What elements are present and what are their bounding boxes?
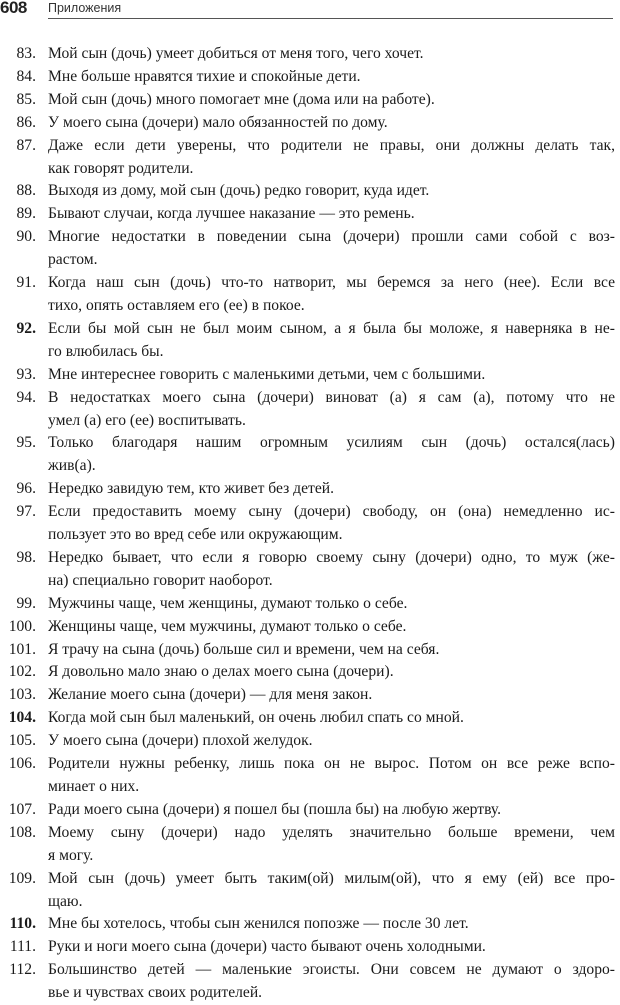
item-text-line: Мужчины чаще, чем женщины, думают только о себе. (48, 594, 408, 612)
item-text-line: У моего сына (дочери) плохой желудок. (48, 732, 313, 750)
list-item (0, 913, 620, 936)
item-text-line: как говорят родители. (48, 159, 194, 177)
list-item (0, 66, 620, 89)
item-number: 112. (9, 961, 36, 979)
item-text-line: Нередко бывает, что если я говорю своему сыну (дочери) одно, то муж (же- (48, 548, 615, 566)
item-text-line: Даже если дети уверены, что родители не правы, они должны делать так, (48, 136, 615, 154)
item-number: 100. (8, 617, 36, 635)
item-number: 106. (8, 755, 36, 773)
item-text (48, 639, 615, 662)
item-text-line: Только благодаря нашим огромным усилиям сын (дочь) остался(лась) (48, 434, 615, 452)
item-text-line: на) специально говорит наоборот. (48, 571, 273, 589)
item-number: 83. (16, 45, 36, 62)
list-item (0, 501, 620, 547)
item-text-line: минает о них. (48, 778, 140, 795)
item-text (48, 547, 615, 593)
list-item (0, 730, 620, 753)
item-number: 89. (16, 205, 36, 223)
item-number: 104. (8, 709, 36, 727)
list-item (0, 593, 620, 616)
item-text-line: Мой сын (дочь) умеет быть таким(ой) милым(ой), что я ему (ей) все про- (48, 869, 615, 887)
item-text (48, 501, 615, 547)
item-text (48, 432, 615, 478)
list-item (0, 226, 620, 272)
item-text (48, 112, 615, 135)
list-item (0, 180, 620, 203)
item-text (48, 478, 615, 501)
item-number: 101. (8, 640, 36, 658)
item-text-line: Многие недостатки в поведении сына (дочери) прошли сами собой с воз- (48, 228, 615, 246)
item-text (48, 593, 615, 616)
item-text-line: го влюбилась бы. (48, 342, 164, 360)
item-number: 97. (16, 503, 36, 521)
item-text-line: Нередко завидую тем, кто живет без детей. (48, 480, 335, 498)
item-text-line: Мой сын (дочь) много помогает мне (дома или на работе). (48, 90, 435, 108)
item-number: 111. (9, 938, 36, 956)
item-text-line: Родители нужны ребенку, лишь пока он не вырос. Потом он все реже вспо- (48, 755, 615, 773)
item-number: 87. (16, 136, 36, 154)
item-number: 103. (8, 686, 36, 704)
item-text (48, 135, 615, 181)
item-text (48, 180, 615, 203)
list-item (0, 112, 620, 135)
item-text (48, 89, 615, 112)
item-number: 93. (16, 365, 36, 383)
header-rule (48, 18, 613, 19)
item-text (48, 707, 615, 730)
item-number: 90. (16, 228, 36, 246)
item-number: 94. (16, 388, 36, 406)
list-item (0, 272, 620, 318)
item-text (48, 318, 615, 364)
list-item (0, 684, 620, 707)
list-item (0, 387, 620, 433)
item-text-line: Если бы мой сын не был моим сыном, а я была бы моложе, я наверняка в не- (48, 319, 615, 337)
item-text-line: У моего сына (дочери) мало обязанностей по дому. (48, 113, 388, 131)
item-number: 108. (8, 823, 36, 841)
item-text (48, 799, 615, 822)
item-text-line: щаю. (48, 892, 83, 910)
item-text-line: Я довольно мало знаю о делах моего сына (дочери). (48, 663, 394, 681)
item-text-line: пользует это во вред себе или окружающим. (48, 526, 343, 544)
item-text-line: В недостатках моего сына (дочери) виноват (а) я сам (а), потому что не (48, 388, 615, 406)
list-item (0, 89, 620, 112)
item-text-line: Большинство детей — маленькие эгоисты. Они совсем не думают о здоро- (48, 961, 615, 979)
item-number: 95. (16, 434, 36, 452)
item-text-line: Когда наш сын (дочь) что-то натворит, мы беремся за него (нее). Если все (48, 274, 615, 292)
list-item (0, 547, 620, 593)
item-text-line: Мой сын (дочь) умеет добиться от меня того, чего хочет. (48, 45, 424, 62)
item-text-line: Когда мой сын был маленький, он очень любил спать со мной. (48, 709, 464, 727)
item-text (48, 226, 615, 272)
running-header (0, 0, 620, 20)
item-text-line: Я трачу на сына (дочь) больше сил и времени, чем на себя. (48, 640, 440, 658)
item-text-line: Желание моего сына (дочери) — для меня закон. (48, 686, 373, 704)
list-item (0, 43, 620, 66)
list-item (0, 364, 620, 387)
item-text (48, 203, 615, 226)
item-text-line: умел (а) его (ее) воспитывать. (48, 411, 246, 429)
item-number: 84. (16, 67, 36, 85)
item-number: 98. (16, 548, 36, 566)
item-text (48, 616, 615, 639)
item-text-line: растом. (48, 251, 98, 269)
list-item (0, 936, 620, 959)
item-text (48, 387, 615, 433)
item-text (48, 364, 615, 387)
item-number: 86. (16, 113, 36, 131)
item-text (48, 822, 615, 868)
item-number: 107. (8, 800, 36, 818)
item-number: 105. (8, 732, 36, 750)
item-number: 96. (16, 480, 36, 498)
questionnaire-items (0, 43, 620, 1005)
section-title: Приложения (48, 1, 122, 15)
list-item (0, 822, 620, 868)
list-item (0, 707, 620, 730)
item-number: 91. (16, 274, 36, 292)
item-number: 102. (8, 663, 36, 681)
item-text (48, 66, 615, 89)
item-text-line: Женщины чаще, чем мужчины, думают только о себе. (48, 617, 407, 635)
list-item (0, 639, 620, 662)
item-number: 85. (16, 90, 36, 108)
item-text-line: я могу. (48, 846, 94, 864)
item-text-line: Выходя из дому, мой сын (дочь) редко говорит, куда идет. (48, 182, 430, 200)
item-text-line: Бывают случаи, когда лучшее наказание — это ремень. (48, 205, 415, 223)
item-text (48, 661, 615, 684)
list-item (0, 799, 620, 822)
item-number: 110. (9, 915, 36, 933)
page-number: 608 (0, 0, 27, 17)
list-item (0, 959, 620, 1005)
item-text (48, 936, 615, 959)
list-item (0, 203, 620, 226)
list-item (0, 318, 620, 364)
item-text (48, 753, 615, 799)
list-item (0, 432, 620, 478)
item-text-line: Мне интереснее говорить с маленькими детьми, чем с большими. (48, 365, 486, 383)
item-text-line: вье и чувствах своих родителей. (48, 984, 263, 1002)
item-text-line: Руки и ноги моего сына (дочери) часто бывают очень холодными. (48, 938, 486, 956)
item-text-line: Мне бы хотелось, чтобы сын женился попозже — после 30 лет. (48, 915, 469, 933)
list-item (0, 753, 620, 799)
list-item (0, 135, 620, 181)
item-number: 88. (16, 182, 36, 200)
item-text (48, 43, 615, 66)
item-text-line: Ради моего сына (дочери) я пошел бы (пошла бы) на любую жертву. (48, 800, 502, 818)
list-item (0, 661, 620, 684)
list-item (0, 868, 620, 914)
item-text (48, 959, 615, 1005)
list-item (0, 478, 620, 501)
item-number: 92. (16, 319, 36, 337)
item-text-line: Моему сыну (дочери) надо уделять значительно больше времени, чем (48, 823, 615, 841)
item-text-line: Если предоставить моему сыну (дочери) свободу, он (она) немедленно ис- (48, 503, 615, 521)
item-number: 109. (8, 869, 36, 887)
list-item (0, 616, 620, 639)
item-text (48, 684, 615, 707)
item-text-line: Мне больше нравятся тихие и спокойные дети. (48, 67, 361, 85)
item-text-line: жив(а). (48, 457, 96, 475)
item-text (48, 272, 615, 318)
item-text (48, 730, 615, 753)
item-text-line: тихо, опять оставляем его (ее) в покое. (48, 296, 305, 314)
item-number: 99. (16, 594, 36, 612)
item-text (48, 913, 615, 936)
item-text (48, 868, 615, 914)
